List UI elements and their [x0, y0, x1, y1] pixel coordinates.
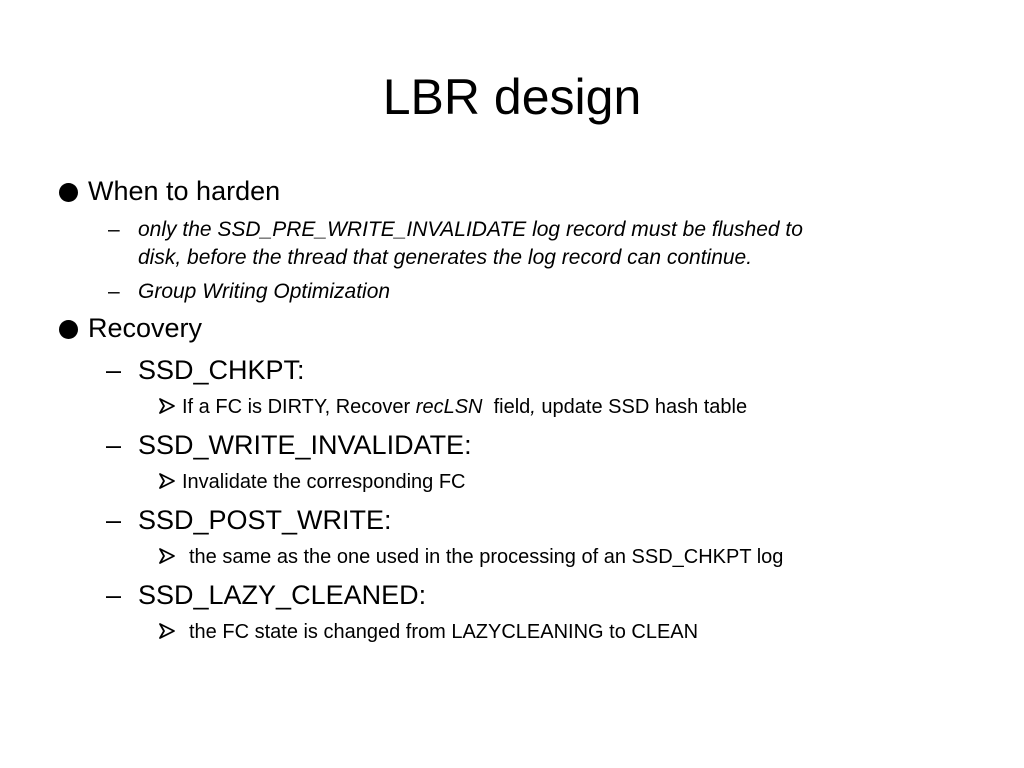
dash-bullet: –	[106, 355, 122, 385]
section-heading-recovery: Recovery	[88, 313, 203, 343]
arrow-bullet-icon	[158, 622, 176, 640]
filled-circle-icon	[59, 320, 78, 339]
dash-bullet: –	[108, 280, 120, 303]
recovery-label-ssd-write-invalidate: SSD_WRITE_INVALIDATE:	[138, 430, 472, 460]
filled-circle-icon	[59, 183, 78, 202]
post-write-sub-item: the same as the one used in the processing of an SSD_CHKPT log	[189, 546, 784, 568]
dash-bullet: –	[108, 218, 120, 241]
dash-bullet: –	[106, 505, 122, 535]
slide-title: LBR design	[382, 69, 642, 125]
recovery-label-ssd-chkpt: SSD_CHKPT:	[138, 355, 305, 385]
harden-item-group-writing: Group Writing Optimization	[138, 280, 391, 303]
lazy-cleaned-sub-item: the FC state is changed from LAZYCLEANING to CLEAN	[189, 621, 699, 643]
write-invalidate-sub-item: Invalidate the corresponding FC	[182, 471, 466, 493]
harden-item-text-line1: only the SSD_PRE_WRITE_INVALIDATE log record must be flushed to	[138, 218, 803, 241]
arrow-bullet-icon	[158, 547, 176, 565]
arrow-bullet-icon	[158, 397, 176, 415]
arrow-bullet-icon	[158, 472, 176, 490]
dash-bullet: –	[106, 580, 122, 610]
recovery-label-ssd-post-write: SSD_POST_WRITE:	[138, 505, 392, 535]
chkpt-sub-item: If a FC is DIRTY, Recover recLSN field, update SSD hash table	[182, 396, 748, 418]
dash-bullet: –	[106, 430, 122, 460]
section-heading-when-to-harden: When to harden	[88, 176, 281, 206]
recovery-label-ssd-lazy-cleaned: SSD_LAZY_CLEANED:	[138, 580, 427, 610]
harden-item-text-line2: disk, before the thread that generates the log record can continue.	[138, 246, 753, 269]
